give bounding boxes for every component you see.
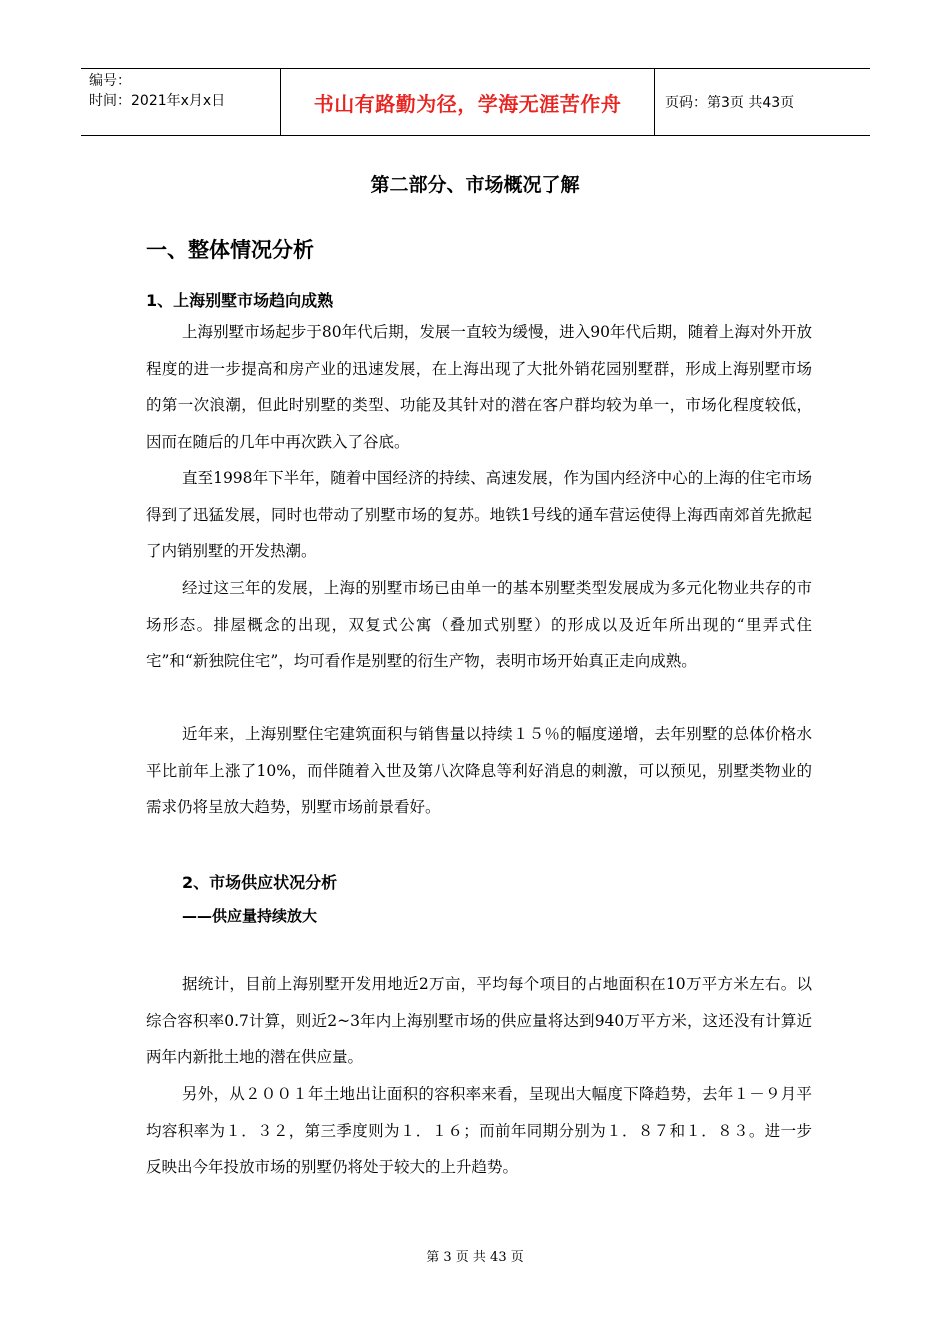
page-footer: 第 3 页 共 43 页 xyxy=(426,1250,524,1265)
section-heading: 一、整体情况分析 xyxy=(146,238,314,262)
paragraph: 另外，从２００１年土地出让面积的容积率来看，呈现出大幅度下降趋势，去年１－９月平均容积率为１．３２，第三季度则为１．１６；而前年同期分别为１．８７和１．８３。进一步反映出今年投放市场的别墅仍将处于较大的上升趋势。 xyxy=(146,1085,812,1176)
page-header xyxy=(81,68,870,136)
document-title: 第二部分、市场概况了解 xyxy=(370,174,580,196)
paragraph: 近年来，上海别墅住宅建筑面积与销售量以持续１５％的幅度递增，去年别墅的总体价格水平比前年上涨了10%，而伴随着入世及第八次降息等利好消息的刺激，可以预见，别墅类物业的需求仍将呈放大趋势，别墅市场前景看好。 xyxy=(146,725,812,816)
subsection-subtitle: ——供应量持续放大 xyxy=(182,907,318,925)
header-meta xyxy=(81,69,281,135)
page-code-text: 页码：第3页 共43页 xyxy=(665,95,795,111)
document-time-label: 时间：2021年x月x日 xyxy=(89,93,226,109)
document-number-label: 编号： xyxy=(89,73,131,89)
subsection-heading-1: 1、上海别墅市场趋向成熟 xyxy=(146,291,334,310)
paragraph: 经过这三年的发展，上海的别墅市场已由单一的基本别墅类型发展成为多元化物业共存的市场形态。排屋概念的出现，双复式公寓（叠加式别墅）的形成以及近年所出现的“里弄式住宅”和“新独院住宅”，均可看作是别墅的衍生产物，表明市场开始真正走向成熟。 xyxy=(146,579,812,670)
header-motto xyxy=(281,69,655,135)
header-page-code xyxy=(655,69,870,135)
paragraph: 据统计，目前上海别墅开发用地近2万亩，平均每个项目的占地面积在10万平方米左右。以综合容积率0.7计算，则近2~3年内上海别墅市场的供应量将达到940万平方米，这还没有计算近两年内新批土地的潜在供应量。 xyxy=(146,975,812,1066)
subsection-heading-2: 2、市场供应状况分析 xyxy=(182,873,338,892)
motto-text: 书山有路勤为径，学海无涯苦作舟 xyxy=(313,91,622,116)
paragraph: 上海别墅市场起步于80年代后期，发展一直较为缓慢，进入90年代后期，随着上海对外开放程度的进一步提高和房产业的迅速发展，在上海出现了大批外销花园别墅群，形成上海别墅市场的第一次浪潮，但此时别墅的类型、功能及其针对的潜在客户群均较为单一，市场化程度较低，因而在随后的几年中再次跌入了谷底。 xyxy=(146,323,812,451)
paragraph: 直至1998年下半年，随着中国经济的持续、高速发展，作为国内经济中心的上海的住宅市场得到了迅猛发展，同时也带动了别墅市场的复苏。地铁1号线的通车营运使得上海西南郊首先掀起了内销别墅的开发热潮。 xyxy=(146,469,812,560)
